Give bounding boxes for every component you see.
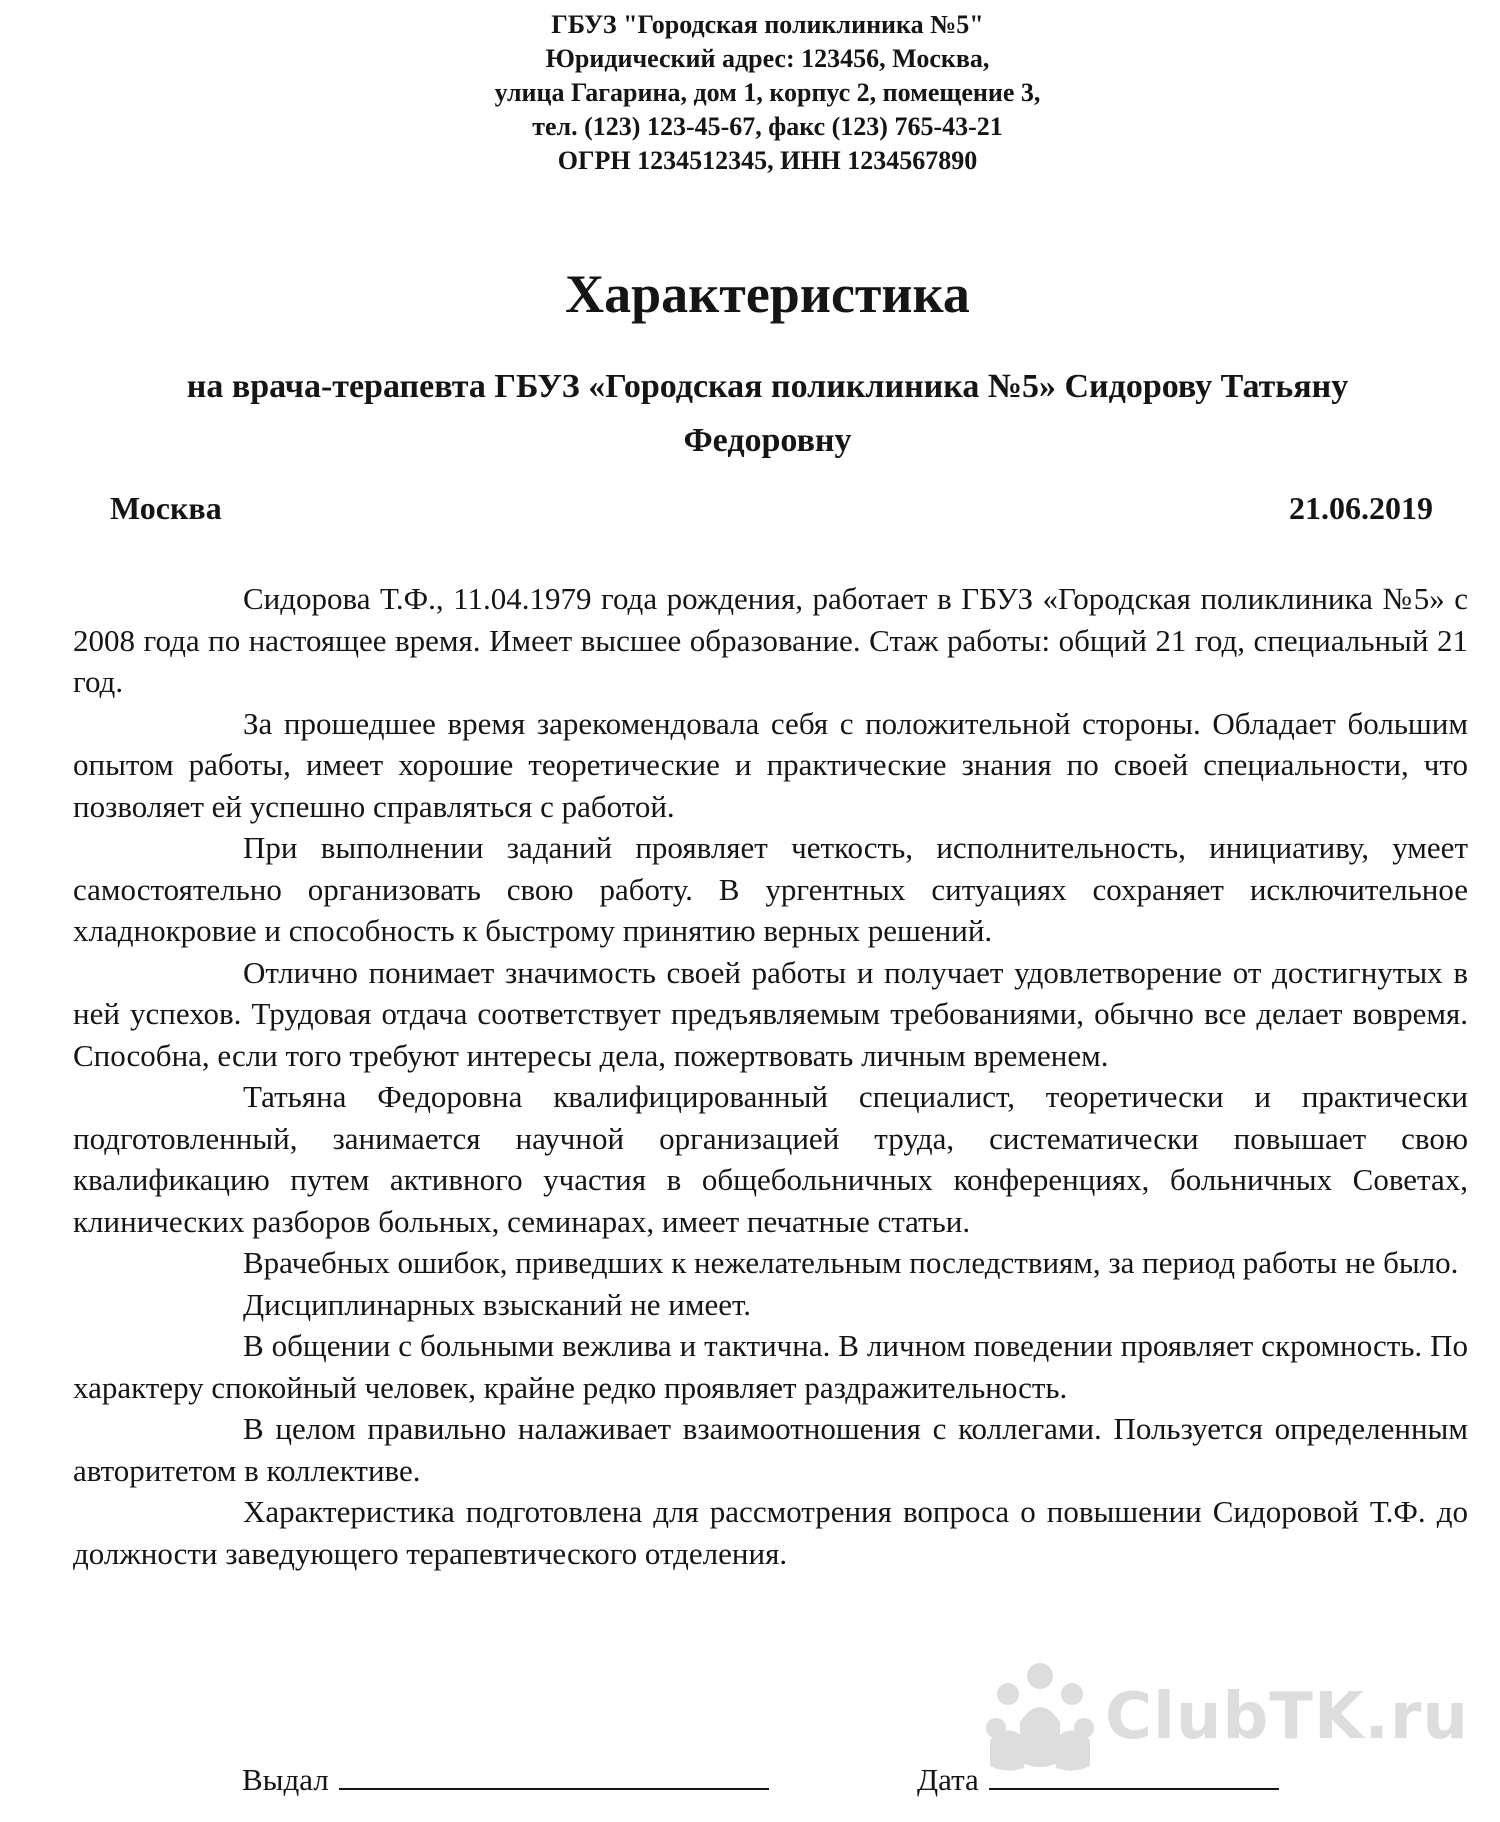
watermark — [980, 1652, 1490, 1782]
document-subtitle: на врача-терапевта ГБУЗ «Городская поликлиника №5» Сидорову Татьяну Федоровну — [186, 368, 1349, 459]
paragraph: Татьяна Федоровна квалифицированный специалист, теоретически и практически подготовленный, занимается научной организацией труда, систематически повышает свою квалификацию путем активного участия в общебольничных конференциях, больничных Советах, клинических разборов больных, семинарах, имеет печатные статьи. — [73, 1079, 1468, 1239]
contact-phones: тел. (123) 123-45-67, факс (123) 765-43-21 — [532, 112, 1003, 141]
paragraph: В общении с больными вежлива и тактична. В личном поведении проявляет скромность. По характеру спокойный человек, крайне редко проявляет раздражительность. — [73, 1328, 1468, 1405]
org-name: ГБУЗ "Городская поликлиника №5" — [551, 10, 984, 39]
document-date: 21.06.2019 — [1289, 490, 1433, 526]
paragraph: За прошедшее время зарекомендовала себя с положительной стороны. Обладает большим опытом работы, имеет хорошие теоретические и практические знания по своей специальности, что позволяет ей успешно справляться с работой. — [73, 705, 1468, 824]
letterhead — [0, 8, 1500, 178]
paragraph: Дисциплинарных взысканий не имеет. — [243, 1286, 751, 1322]
paragraph: Врачебных ошибок, приведших к нежелательным последствиям, за период работы не было. — [243, 1245, 1459, 1280]
paragraph: В целом правильно налаживает взаимоотношения с коллегами. Пользуется определенным авторитетом в коллективе. — [73, 1411, 1468, 1488]
issued-label: Выдал — [242, 1762, 329, 1797]
registration-numbers: ОГРН 1234512345, ИНН 1234567890 — [557, 146, 978, 175]
paragraph: Сидорова Т.Ф., 11.04.1979 года рождения, работает в ГБУЗ «Городская поликлиника №5» с 2008 года по настоящее время. Имеет высшее образование. Стаж работы: общий 21 год, специальный 21 год. — [73, 581, 1468, 699]
document-title: Характеристика — [565, 264, 970, 324]
paragraph: При выполнении заданий проявляет четкость, исполнительность, инициативу, умеет самостоятельно организовать свою работу. В ургентных ситуациях сохраняет исключительное хладнокровие и способность к быстрому принятию верных решений. — [73, 830, 1468, 948]
watermark-text: ClubTK.ru — [1105, 1680, 1469, 1754]
place: Москва — [110, 490, 222, 526]
street-address: улица Гагарина, дом 1, корпус 2, помещение 3, — [494, 78, 1041, 107]
people-group-icon — [980, 1652, 1100, 1782]
date-label: Дата — [917, 1762, 979, 1797]
paragraph: Отлично понимает значимость своей работы и получает удовлетворение от достигнутых в ней успехов. Трудовая отдача соответствует предъявляемым требованиями, обычно все делает вовремя. Способна, если того требуют интересы дела, пожертвовать личным временем. — [73, 954, 1468, 1073]
issued-blank-line — [339, 1760, 769, 1790]
document-body — [73, 578, 1468, 1574]
place-date-row — [110, 488, 1433, 528]
issued-by-field — [242, 1760, 769, 1800]
legal-address: Юридический адрес: 123456, Москва, — [545, 44, 990, 73]
paragraph: Характеристика подготовлена для рассмотрения вопроса о повышении Сидоровой Т.Ф. до должности заведующего терапевтического отделения. — [73, 1494, 1468, 1571]
